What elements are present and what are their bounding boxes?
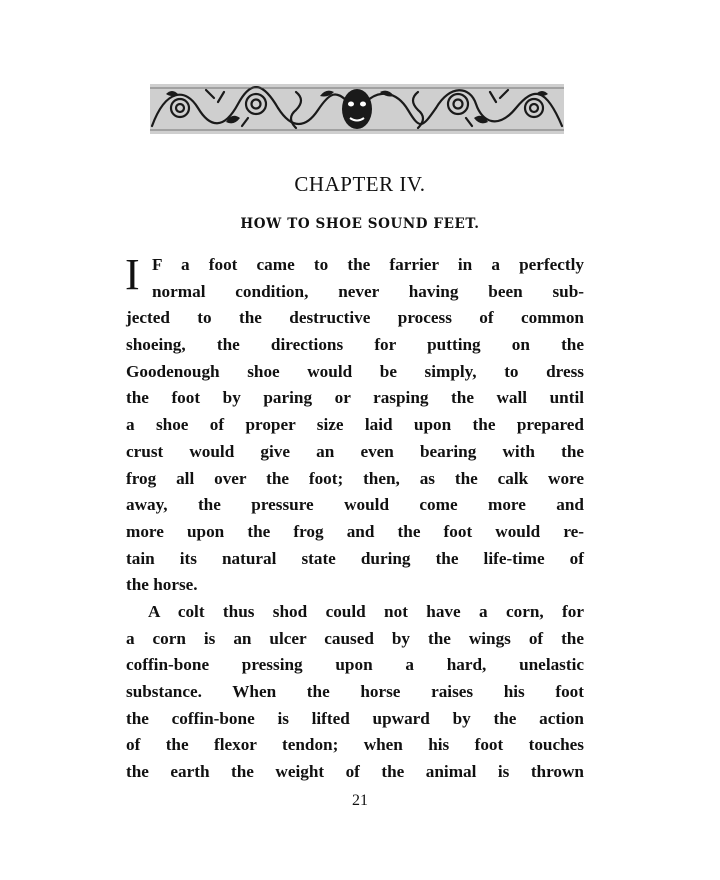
text-line: a corn is an ulcer caused by the wings of the — [126, 628, 584, 648]
text-line: more upon the frog and the foot would re- — [126, 521, 584, 541]
text-line: normal condition, never having been sub- — [152, 281, 584, 301]
text-line: coffin-bone pressing upon a hard, unelastic — [126, 655, 584, 675]
text-line: the earth the weight of the animal is thrown — [126, 762, 584, 782]
text-line: away, the pressure would come more and — [126, 495, 584, 515]
text-line: a shoe of proper size laid upon the prepared — [126, 415, 584, 435]
body-text — [126, 252, 584, 786]
text-line: the horse. — [126, 575, 198, 595]
drop-cap: I — [125, 250, 140, 299]
text-line: of the flexor tendon; when his foot touches — [126, 735, 584, 755]
text-line: frog all over the foot; then, as the calk wore — [126, 468, 584, 488]
text-line: the coffin-bone is lifted upward by the action — [126, 708, 584, 728]
text-line: substance. When the horse raises his foot — [126, 682, 584, 701]
text-line: the foot by paring or rasping the wall until — [126, 388, 584, 408]
chapter-title: CHAPTER IV. — [294, 172, 426, 196]
page-number: 21 — [352, 792, 368, 809]
text-line: tain its natural state during the life-time of — [126, 548, 584, 568]
text-line: shoeing, the directions for putting on the — [126, 335, 584, 355]
text-line: F a foot came to the farrier in a perfectly — [152, 255, 584, 274]
text-line: A colt thus shod could not have a corn, for — [148, 601, 584, 621]
ornament-headpiece-icon — [146, 78, 568, 140]
text-line: crust would give an even bearing with the — [126, 441, 584, 461]
text-line: Goodenough shoe would be simply, to dress — [126, 361, 584, 381]
section-title: HOW TO SHOE SOUND FEET. — [240, 216, 480, 232]
text-line: jected to the destructive process of common — [126, 308, 584, 328]
